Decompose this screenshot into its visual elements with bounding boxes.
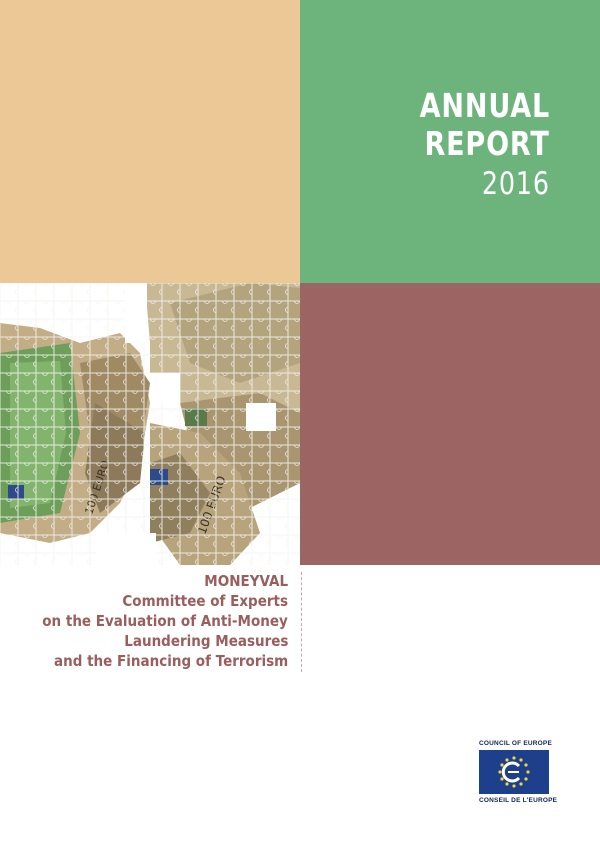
title-report: REPORT <box>424 124 550 163</box>
logo-top-text: COUNCIL OF EUROPE <box>479 740 552 747</box>
maroon-color-block <box>300 283 600 565</box>
subtitle-financing: and the Financing of Terrorism <box>53 652 288 670</box>
logo-bottom-text: CONSEIL DE L'EUROPE <box>479 797 558 804</box>
dashed-divider <box>301 572 302 672</box>
council-of-europe-logo <box>479 740 558 804</box>
council-of-europe-emblem-icon <box>479 750 549 794</box>
title-year: 2016 <box>482 166 550 202</box>
subtitle-evaluation: on the Evaluation of Anti-Money <box>42 612 288 630</box>
subtitle-committee: Committee of Experts <box>122 592 288 610</box>
puzzle-banknotes-image <box>0 283 300 565</box>
subtitle-laundering: Laundering Measures <box>123 632 288 650</box>
puzzle-banknotes-illustration <box>0 283 300 565</box>
title-annual: ANNUAL <box>419 86 550 125</box>
subtitle-moneyval: MONEYVAL <box>204 572 288 590</box>
emblem-graphic <box>479 750 549 794</box>
tan-color-block <box>0 0 300 283</box>
